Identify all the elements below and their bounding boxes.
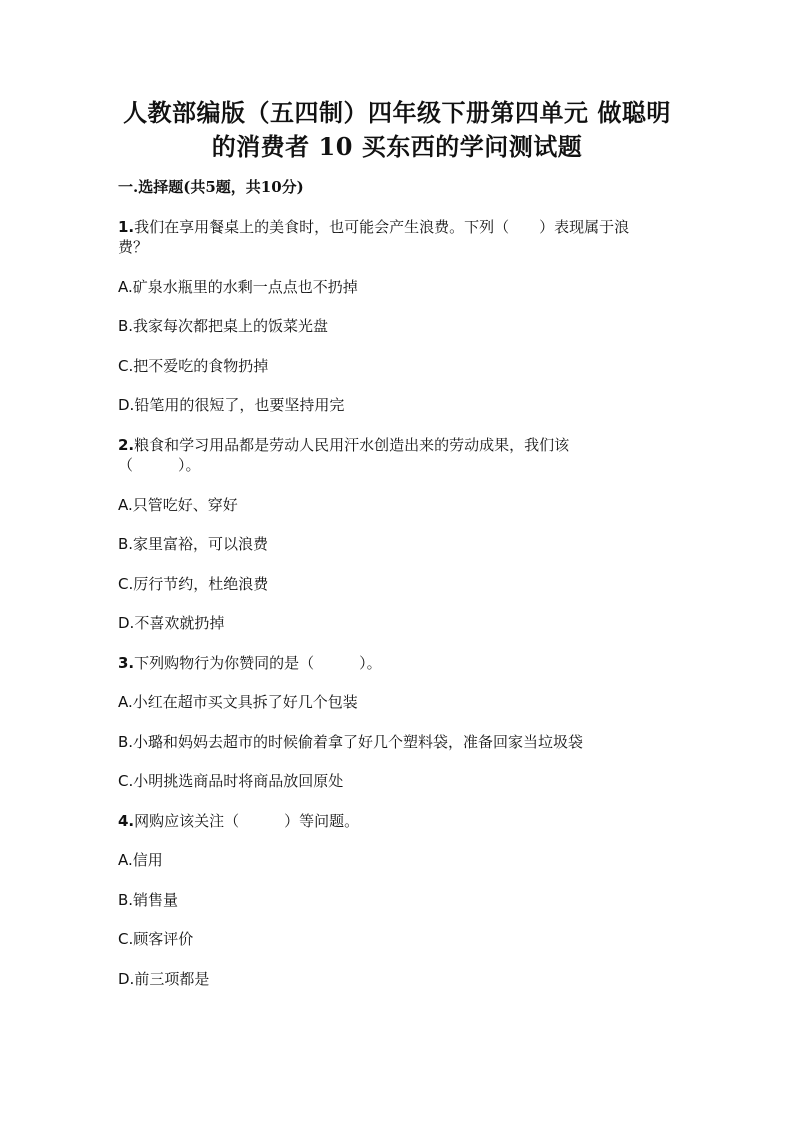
question-text-line-2: 费？	[118, 238, 149, 256]
option-1a: A.矿泉水瓶里的水剩一点点也不扔掉	[118, 278, 358, 296]
option-2d: D.不喜欢就扔掉	[118, 614, 225, 632]
option-1b: B.我家每次都把桌上的饭菜光盘	[118, 317, 329, 335]
question-3	[118, 653, 678, 673]
option-2b: B.家里富裕，可以浪费	[118, 535, 269, 553]
question-number: 3.	[118, 654, 135, 672]
option-2a: A.只管吃好、穿好	[118, 496, 238, 514]
title-line-1: 人教部编版（五四制）四年级下册第四单元 做聪明	[123, 98, 671, 127]
option-3c: C.小明挑选商品时将商品放回原处	[118, 772, 344, 790]
section-title: 一.选择题(共5题，共10分)	[118, 178, 304, 196]
option-4c: C.顾客评价	[118, 930, 194, 948]
option-1d: D.铅笔用的很短了，也要坚持用完	[118, 396, 345, 414]
option-1c: C.把不爱吃的食物扔掉	[118, 357, 269, 375]
option-3a: A.小红在超市买文具拆了好几个包装	[118, 693, 358, 711]
question-text-line-1: 我们在享用餐桌上的美食时，也可能会产生浪费。下列（ ）表现属于浪	[134, 218, 630, 236]
question-number: 1.	[118, 218, 135, 236]
option-2c: C.厉行节约，杜绝浪费	[118, 575, 269, 593]
title-line-2: 的消费者 10 买东西的学问测试题	[211, 132, 583, 161]
option-4d: D.前三项都是	[118, 970, 210, 988]
option-4b: B.销售量	[118, 891, 179, 909]
question-text-line-1: 网购应该关注（ ）等问题。	[134, 812, 360, 830]
option-4a: A.信用	[118, 851, 163, 869]
question-number: 4.	[118, 812, 135, 830]
question-text-line-1: 粮食和学习用品都是劳动人民用汗水创造出来的劳动成果，我们该	[134, 436, 570, 454]
question-4	[118, 811, 678, 831]
question-text-line-1: 下列购物行为你赞同的是（ ）。	[134, 654, 382, 672]
question-number: 2.	[118, 436, 135, 454]
question-2	[118, 435, 678, 475]
question-1	[118, 217, 678, 257]
option-3b: B.小璐和妈妈去超市的时候偷着拿了好几个塑料袋，准备回家当垃圾袋	[118, 733, 584, 751]
document-title	[100, 96, 694, 164]
question-text-line-2: （ ）。	[118, 456, 201, 474]
